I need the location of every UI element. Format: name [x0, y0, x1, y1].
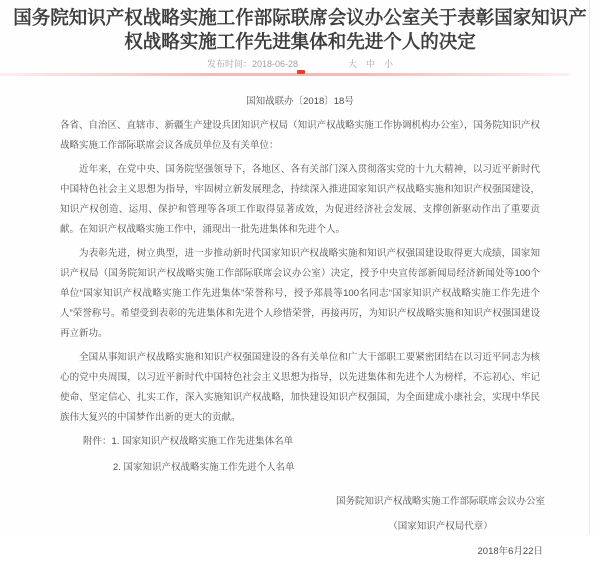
attachments-section: [60, 432, 540, 478]
page-right-border: [589, 0, 590, 535]
attachment-item-2: [60, 458, 540, 478]
page-header: [0, 0, 600, 76]
meta-bar: [0, 57, 600, 69]
font-size-medium-button[interactable]: 中: [366, 58, 376, 69]
signature-date: 2018年6月22日: [477, 546, 543, 557]
attachment-item-1: [60, 432, 540, 452]
publish-time-label: 发布时间：: [206, 58, 252, 69]
body-paragraph-3: 全国从事知识产权战略实施和知识产权强国建设的各有关单位和广大干部职工要紧密团结在以习近平同志为核心的党中央周围，以习近平新时代中国特色社会主义思想为指导，以先进集体和先进个人为榜样，不忘初心、牢记使命、坚定信心、扎实工作，深入实施知识产权战略，加快建设知识产权强国，为全面建成小康社会，实现中华民族伟大复兴的中国梦作出新的更大的贡献。: [60, 352, 540, 423]
signature-seal-note: （国家知识产权局代章）: [388, 521, 493, 532]
document-number: 国知战联办〔2018〕18号: [246, 96, 354, 107]
document-body: [0, 76, 600, 562]
signature-block: [336, 492, 545, 562]
font-size-controls: [348, 57, 393, 70]
body-paragraph-1: 近年来，在党中央、国务院坚强领导下，各地区、各有关部门深入贯彻落实党的十九大精神，以习近平新时代中国特色社会主义思想为指导，牢固树立新发展理念，持续深入推进国家知识产权战略实施和知识产权强国建设，知识产权创造、运用、保护和管理等各项工作取得显著成效，为促进经济社会发展、支撑创新驱动作出了重要贡献。在知识产权战略实施工作中，涌现出一批先进集体和先进个人。: [60, 164, 540, 235]
publish-time-value: 2018-06-28: [251, 58, 298, 69]
page-title-line-1: 国务院知识产权战略实施工作部际联席会议办公室关于表彰国家知识产: [13, 7, 587, 28]
body-paragraph-2: 为表彰先进，树立典型，进一步推动新时代国家知识产权战略实施和知识产权强国建设取得更大成绩，国家知识产权局（国务院知识产权战略实施工作部际联席会议办公室）决定，授予中央宣传部新闻局经济新闻处等100个单位“国家知识产权战略实施工作先进集体”荣誉称号，授予郑晨等100名同志“国家知识产权战略实施工作先进个人”荣誉称号。希望受到表彰的先进集体和先进个人珍惜荣誉，再接再厉，为知识产权战略实施和知识产权强国建设再立新功。: [60, 248, 540, 339]
page-title: [0, 6, 600, 54]
attachments-label: 附件：: [83, 436, 112, 447]
divider-center-dot-icon: [297, 70, 305, 74]
font-size-large-button[interactable]: 大: [348, 58, 358, 69]
page-title-line-2: 权战略实施工作先进集体和先进个人的决定: [124, 31, 476, 52]
attachment-item-2-text: 2. 国家知识产权战略实施工作先进个人名单: [113, 462, 295, 473]
header-divider: [0, 73, 569, 76]
attachment-item-1-text: 1. 国家知识产权战略实施工作先进集体名单: [111, 436, 294, 447]
publish-time: [207, 57, 298, 70]
salutation-paragraph: 各省、自治区、直辖市、新疆生产建设兵团知识产权局（知识产权战略实施工作协调机构办公室），国务院知识产权战略实施工作部际联席会议各成员单位及有关单位：: [60, 120, 540, 151]
signature-office: 国务院知识产权战略实施工作部际联席会议办公室: [335, 496, 545, 507]
font-size-small-button[interactable]: 小: [384, 58, 394, 69]
